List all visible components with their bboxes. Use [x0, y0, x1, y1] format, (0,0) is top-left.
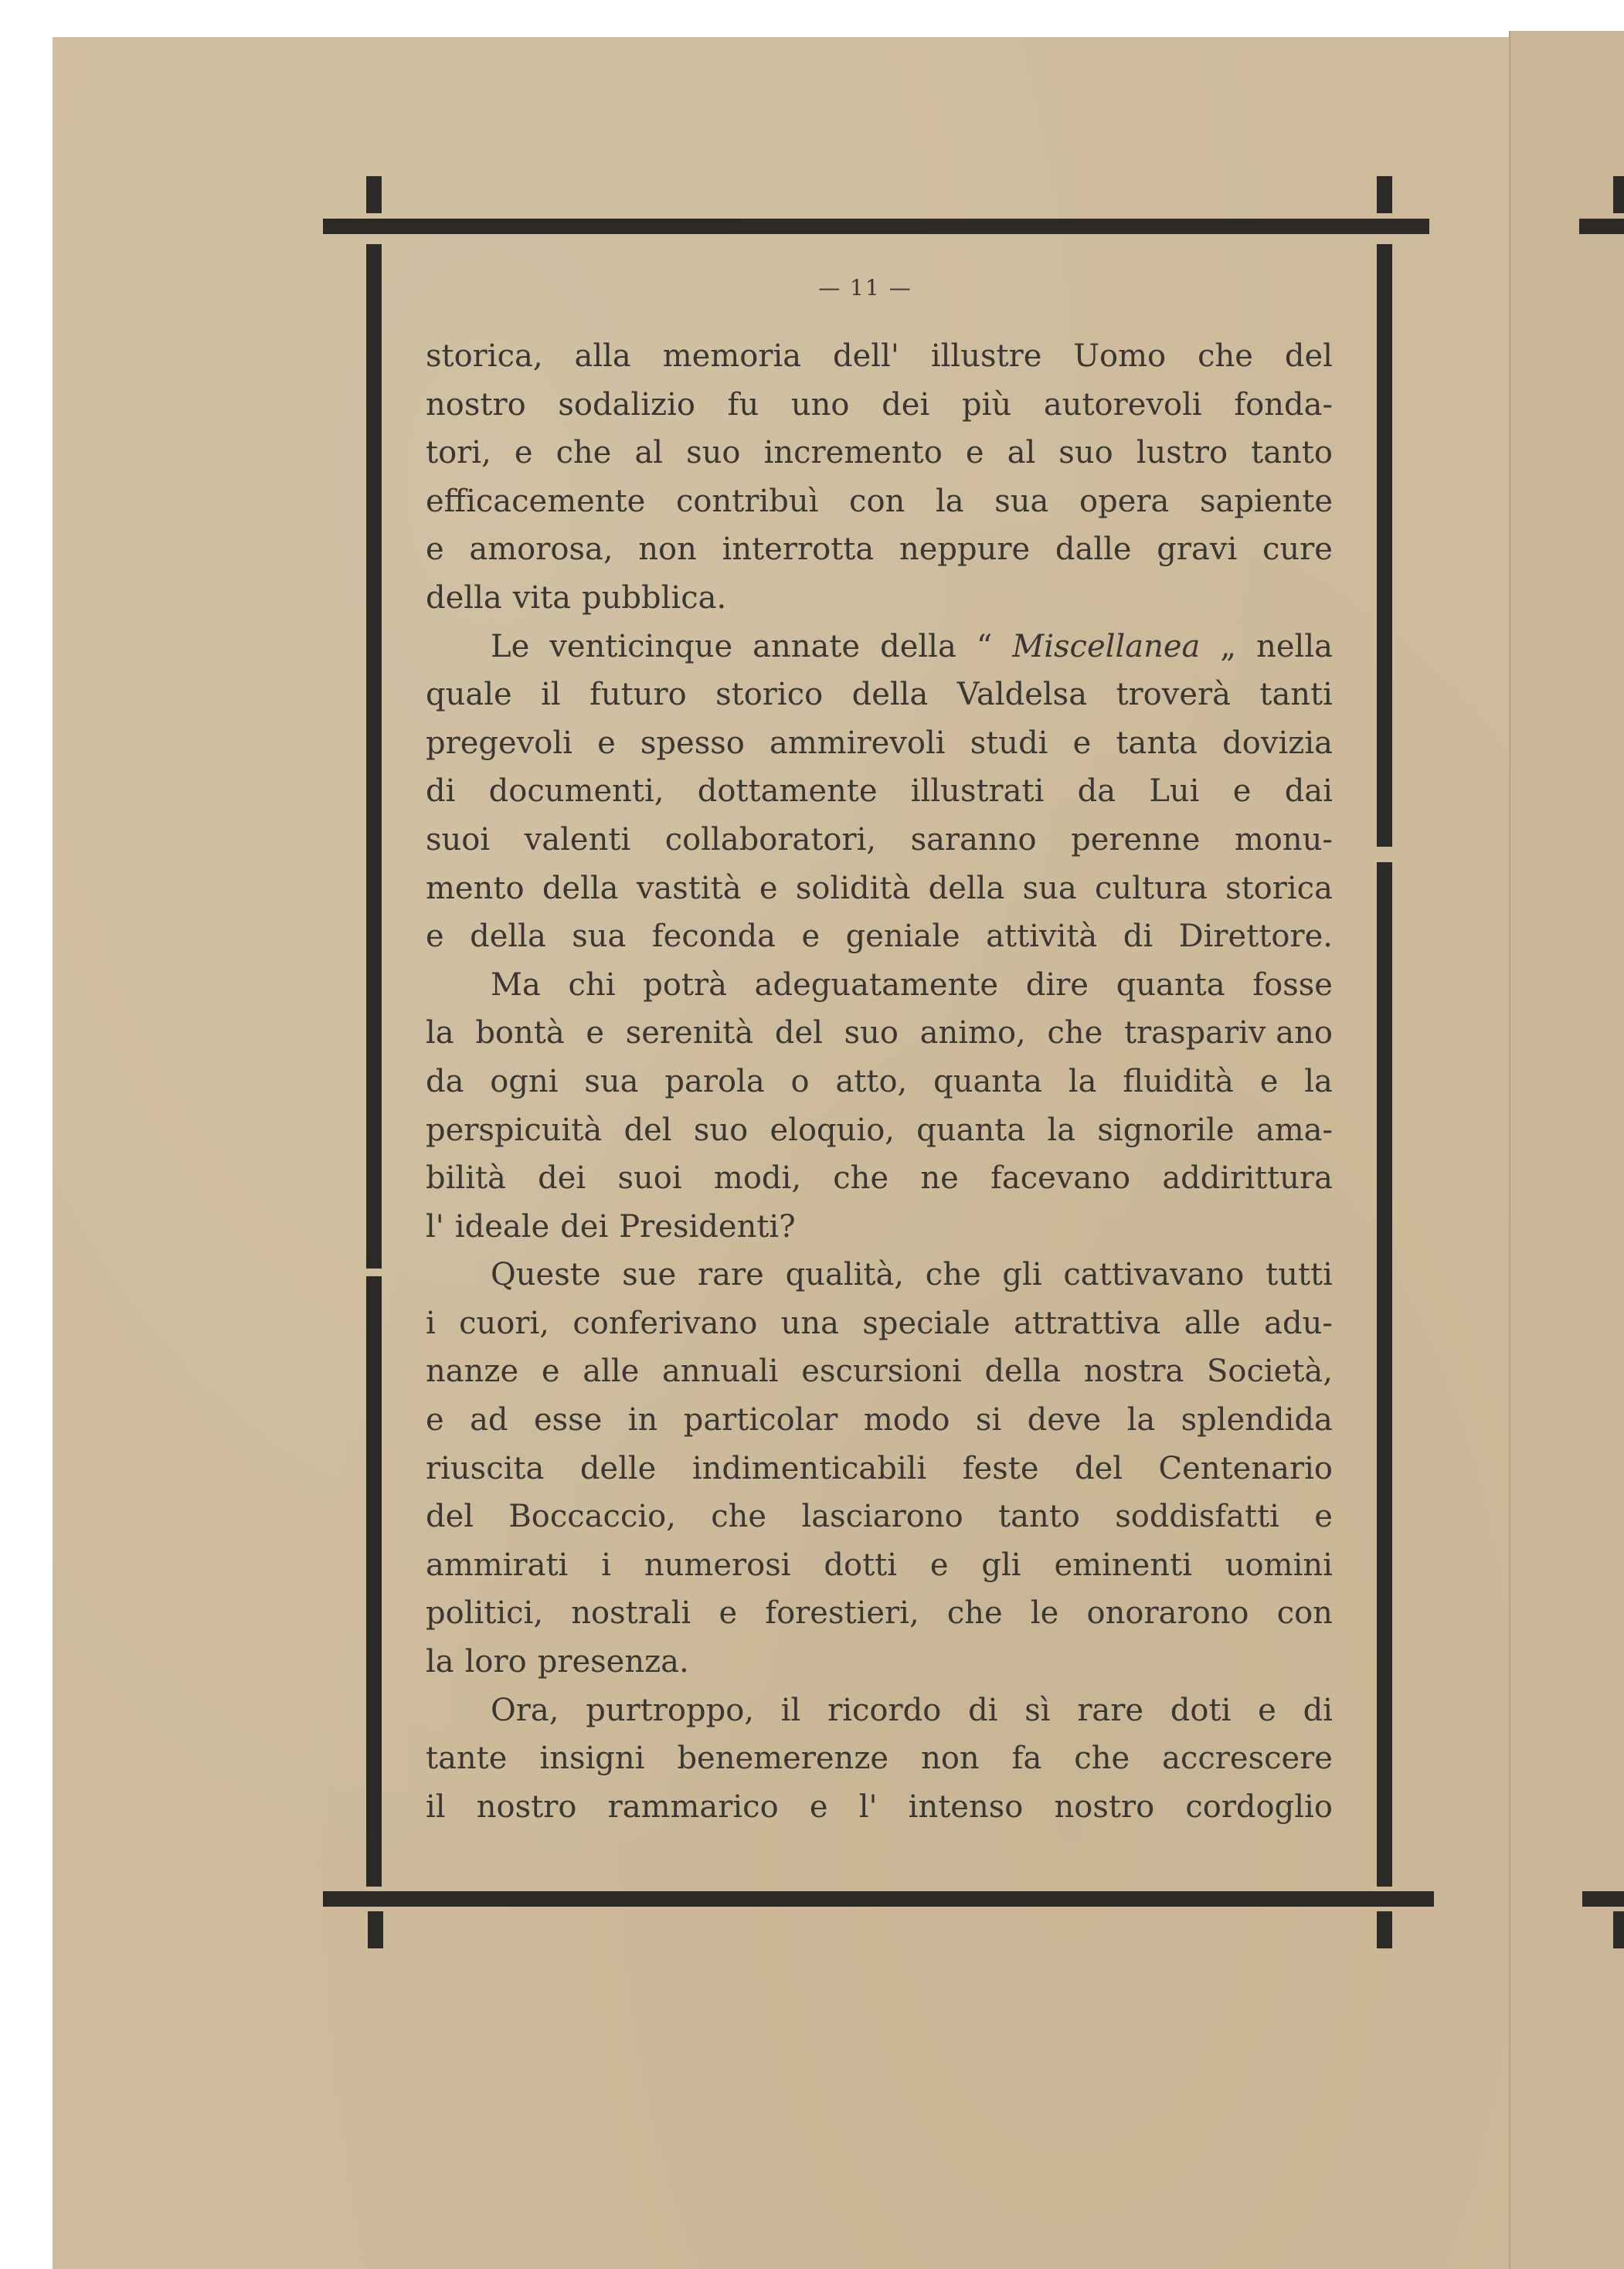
word: sua [584, 1063, 639, 1099]
word: del [1074, 1450, 1123, 1486]
word: che [555, 435, 612, 471]
word: storica [1225, 870, 1333, 906]
word: rare [698, 1257, 764, 1293]
word: si [975, 1402, 1002, 1439]
word: conferivano [572, 1305, 758, 1341]
text-line [426, 1154, 1333, 1203]
border-right-bar [1377, 244, 1392, 847]
word: nostro [1054, 1788, 1155, 1825]
word: “ [976, 628, 993, 664]
word: e [1258, 1692, 1276, 1728]
word: illustrati [910, 773, 1045, 810]
text-line [426, 1106, 1333, 1155]
word: doti [1170, 1692, 1232, 1728]
word: parola [664, 1063, 765, 1099]
word: e [426, 1402, 444, 1439]
border-top-bar [323, 219, 1429, 234]
word: della [426, 579, 502, 616]
word: valenti [524, 821, 631, 858]
word: Queste [491, 1257, 601, 1293]
word: pubblica. [582, 579, 727, 616]
word: sì [1024, 1692, 1051, 1728]
text-line [426, 332, 1333, 381]
word: modi, [713, 1160, 802, 1197]
word: o [790, 1063, 810, 1099]
word: fosse [1252, 966, 1333, 1003]
text-line [426, 864, 1333, 913]
word: che [1047, 1015, 1103, 1051]
page-number: — 11 — [818, 275, 912, 301]
word: illustre [930, 338, 1042, 374]
word: numerosi [644, 1547, 791, 1583]
word: potrà [643, 966, 727, 1003]
word: dotti [824, 1547, 898, 1583]
word: e [426, 532, 444, 568]
word: la [1126, 1402, 1156, 1439]
word: vastità [636, 870, 742, 906]
word: memoria [662, 338, 802, 374]
word: dei [560, 1208, 609, 1245]
text-line [426, 1009, 1333, 1058]
word: e [809, 1788, 828, 1825]
word: tanti [1259, 677, 1333, 713]
word: la [426, 1015, 454, 1051]
text-line [426, 767, 1333, 816]
word: fonda- [1234, 386, 1333, 423]
word: del [623, 1112, 672, 1148]
word: solidità [795, 870, 911, 906]
word: perenne [1071, 821, 1201, 858]
word: uno [790, 386, 850, 423]
word: esse [533, 1402, 603, 1439]
word: troverà [1116, 677, 1231, 713]
word: Ora, [491, 1692, 559, 1728]
word: loro [464, 1644, 527, 1680]
word: suoi [426, 821, 491, 858]
word: insigni [539, 1741, 645, 1777]
text-line [426, 1493, 1333, 1541]
word: splendida [1181, 1402, 1333, 1439]
word: di [1303, 1692, 1333, 1728]
text-line [426, 961, 1333, 1010]
word: dalle [1055, 532, 1132, 568]
word: fluidità [1123, 1063, 1234, 1099]
text-line [426, 1541, 1333, 1590]
word: della [928, 870, 1005, 906]
word: del [426, 1499, 474, 1535]
word: il [541, 677, 561, 713]
word: Centenario [1158, 1450, 1333, 1486]
word: rare [1077, 1692, 1144, 1728]
word: lasciarono [801, 1499, 963, 1535]
word: che [925, 1257, 981, 1293]
word: contribuì [675, 483, 819, 519]
word: qualità, [785, 1257, 905, 1293]
word: modo [863, 1402, 950, 1439]
word: e [1314, 1499, 1333, 1535]
word: l' [426, 1208, 444, 1245]
word: gli [981, 1547, 1021, 1583]
word: la [1304, 1063, 1333, 1099]
word: delle [579, 1450, 657, 1486]
word: rammarico [607, 1788, 779, 1825]
word: annate [753, 628, 861, 664]
word: l' [858, 1788, 878, 1825]
word: deve [1027, 1402, 1102, 1439]
word: ammirevoli [770, 725, 946, 761]
word: chi [568, 966, 616, 1003]
word: sapiente [1200, 483, 1333, 519]
word: il [426, 1788, 446, 1825]
word: della [851, 677, 929, 713]
word: opera [1079, 483, 1170, 519]
word: neppure [899, 532, 1031, 568]
word: di [1123, 919, 1153, 955]
word: cure [1262, 532, 1333, 568]
text-line [426, 429, 1333, 477]
word: bontà [475, 1015, 565, 1051]
word: feconda [651, 919, 776, 955]
word: suoi [617, 1160, 682, 1197]
word: venticinque [549, 628, 733, 664]
word: futuro [589, 677, 687, 713]
word: cattivavano [1063, 1257, 1245, 1293]
word: spesso [640, 725, 745, 761]
word: adeguatamente [754, 966, 999, 1003]
word: purtroppo, [586, 1692, 755, 1728]
word: Direttore. [1178, 919, 1333, 955]
word: la [1047, 1112, 1076, 1148]
word: attività [986, 919, 1098, 955]
word: quanta [933, 1063, 1042, 1099]
word: il [780, 1692, 801, 1728]
word: documenti, [488, 773, 664, 810]
word: in [627, 1402, 658, 1439]
word: politici, [426, 1595, 544, 1632]
word: perspicuità [426, 1112, 603, 1148]
word: Boccaccio, [508, 1499, 676, 1535]
word: sua [994, 483, 1049, 519]
text-line [426, 719, 1333, 768]
text-line [426, 1347, 1333, 1396]
text-line [426, 1638, 1333, 1686]
word: geniale [845, 919, 960, 955]
word: signorile [1097, 1112, 1235, 1148]
word: Ma [491, 966, 541, 1003]
text-line [426, 1251, 1333, 1299]
word: che [711, 1499, 767, 1535]
border-left-bar-lower [366, 1276, 382, 1887]
word: cuori, [459, 1305, 550, 1341]
next-page-border-tick-bottom [1613, 1911, 1624, 1948]
word: della [880, 628, 956, 664]
word: da [426, 1063, 464, 1099]
border-right-bar-lower [1377, 862, 1392, 1887]
word: addirittura [1162, 1160, 1333, 1197]
word: tanta [1116, 725, 1198, 761]
word: con [849, 483, 905, 519]
word: Società, [1207, 1354, 1333, 1390]
word: e [965, 435, 984, 471]
word: suo [693, 1112, 749, 1148]
word: ama- [1255, 1112, 1333, 1148]
word: particolar [683, 1402, 838, 1439]
word: ogni [490, 1063, 559, 1099]
next-page-border-tick [1613, 176, 1624, 213]
word: e [426, 919, 444, 955]
text-line [426, 1734, 1333, 1783]
word: che [946, 1595, 1003, 1632]
word: riuscita [426, 1450, 545, 1486]
text-line [426, 1058, 1333, 1106]
border-corner-tick-br [1377, 1911, 1392, 1948]
word: eloquio, [770, 1112, 895, 1148]
border-left-bar [366, 244, 382, 1269]
word: del [774, 1015, 823, 1051]
word: annuali [662, 1354, 779, 1390]
word: studi [970, 725, 1048, 761]
word: storica, [426, 338, 543, 374]
word: della [470, 919, 546, 955]
word: dei [538, 1160, 586, 1197]
word: non [921, 1741, 980, 1777]
text-line [426, 381, 1333, 430]
word: indimenticabili [691, 1450, 927, 1486]
text-line [426, 1396, 1333, 1445]
text-line [426, 1686, 1333, 1735]
word: che [1074, 1741, 1130, 1777]
word: che [833, 1160, 889, 1197]
border-corner-tick-tr [1377, 176, 1392, 213]
word: dai [1284, 773, 1333, 810]
word: sodalizio [558, 386, 695, 423]
word: ne [920, 1160, 959, 1197]
border-corner-tick-tl [366, 176, 382, 213]
word: presenza. [537, 1644, 689, 1680]
word: ideale [454, 1208, 550, 1245]
text-line [426, 671, 1333, 719]
word: „ [1220, 628, 1237, 664]
word: Valdelsa [956, 677, 1088, 713]
text-line [426, 1445, 1333, 1493]
word: Miscellanea [1012, 628, 1201, 664]
body-text [426, 332, 1333, 1831]
word: e [1232, 773, 1252, 810]
text-line [426, 525, 1333, 574]
next-page-border-top [1579, 219, 1624, 234]
word: Lui [1149, 773, 1200, 810]
word: i [426, 1305, 436, 1341]
word: traspariv ano [1123, 1015, 1333, 1051]
word: la [1068, 1063, 1097, 1099]
word: nostra [1083, 1354, 1184, 1390]
text-line [426, 574, 1333, 623]
word: nella [1256, 628, 1333, 664]
word: atto, [835, 1063, 908, 1099]
word: al [1007, 435, 1036, 471]
adjacent-page-edge [1509, 31, 1624, 2269]
text-line [426, 912, 1333, 961]
word: adu- [1264, 1305, 1333, 1341]
text-line [426, 477, 1333, 526]
word: speciale [862, 1305, 990, 1341]
word: autorevoli [1043, 386, 1202, 423]
next-page-border-bottom [1582, 1891, 1624, 1907]
word: e [1259, 1063, 1279, 1099]
word: tanto [998, 1499, 1080, 1535]
text-line [426, 1589, 1333, 1638]
word: da [1077, 773, 1116, 810]
word: efficacemente [426, 483, 646, 519]
word: e [929, 1547, 949, 1583]
word: dottamente [697, 773, 878, 810]
word: soddisfatti [1115, 1499, 1279, 1535]
word: amorosa, [469, 532, 613, 568]
text-line [426, 1783, 1333, 1832]
word: suo [1058, 435, 1113, 471]
word: benemerenze [677, 1741, 889, 1777]
word: onorarono [1086, 1595, 1249, 1632]
word: uomini [1225, 1547, 1333, 1583]
word: le [1030, 1595, 1059, 1632]
word: fu [727, 386, 759, 423]
word: accrescere [1162, 1741, 1333, 1777]
word: nostrali [571, 1595, 691, 1632]
word: escursioni [801, 1354, 962, 1390]
word: alle [583, 1354, 640, 1390]
word: eminenti [1054, 1547, 1192, 1583]
word: cultura [1095, 870, 1208, 906]
word: alla [574, 338, 631, 374]
border-corner-tick-bl [368, 1911, 383, 1948]
word: e [597, 725, 616, 761]
word: la [935, 483, 964, 519]
word: fa [1011, 1741, 1042, 1777]
word: sua [1022, 870, 1077, 906]
word: e [759, 870, 778, 906]
word: intenso [908, 1788, 1024, 1825]
word: che [1198, 338, 1253, 374]
word: forestieri, [765, 1595, 919, 1632]
word: e [1072, 725, 1092, 761]
word: dei [882, 386, 930, 423]
word: interrotta [722, 532, 875, 568]
word: ad [470, 1402, 508, 1439]
word: nanze [426, 1354, 519, 1390]
word: una [780, 1305, 840, 1341]
word: mento [426, 870, 525, 906]
word: e [719, 1595, 738, 1632]
word: Presidenti? [619, 1208, 796, 1245]
word: lustro [1136, 435, 1228, 471]
word: del [1284, 338, 1333, 374]
text-line [426, 1299, 1333, 1348]
word: tori, [426, 435, 491, 471]
word: saranno [910, 821, 1037, 858]
word: storico [715, 677, 824, 713]
word: più [961, 386, 1012, 423]
word: suo [844, 1015, 899, 1051]
word: quale [426, 677, 512, 713]
word: e [586, 1015, 605, 1051]
word: e [541, 1354, 560, 1390]
word: Le [491, 628, 530, 664]
word: i [601, 1547, 611, 1583]
word: tanto [1251, 435, 1333, 471]
word: dell' [833, 338, 899, 374]
word: serenità [625, 1015, 754, 1051]
word: animo, [919, 1015, 1026, 1051]
word: quanta [1116, 966, 1225, 1003]
word: dire [1025, 966, 1089, 1003]
word: tante [426, 1741, 508, 1777]
word: di [426, 773, 456, 810]
word: della [984, 1354, 1062, 1390]
word: ricordo [827, 1692, 942, 1728]
word: alle [1184, 1305, 1241, 1341]
text-line [426, 1203, 1333, 1252]
word: con [1276, 1595, 1333, 1632]
word: la [426, 1644, 454, 1680]
word: attrattiva [1014, 1305, 1161, 1341]
word: di [968, 1692, 998, 1728]
word: gli [1002, 1257, 1042, 1293]
word: dovizia [1222, 725, 1333, 761]
word: collaboratori, [664, 821, 877, 858]
word: monu- [1234, 821, 1333, 858]
word: ammirati [426, 1547, 569, 1583]
word: nostro [426, 386, 526, 423]
word: gravi [1157, 532, 1238, 568]
word: tutti [1266, 1257, 1333, 1293]
word: sue [622, 1257, 677, 1293]
word: e [514, 435, 533, 471]
word: Uomo [1073, 338, 1167, 374]
word: non [638, 532, 697, 568]
word: quanta [916, 1112, 1026, 1148]
word: sua [572, 919, 627, 955]
text-line [426, 623, 1333, 671]
word: incremento [763, 435, 943, 471]
word: facevano [990, 1160, 1131, 1197]
word: pregevoli [426, 725, 572, 761]
word: e [801, 919, 820, 955]
word: nostro [476, 1788, 577, 1825]
border-bottom-bar [323, 1891, 1434, 1907]
word: vita [512, 579, 572, 616]
text-line [426, 816, 1333, 864]
word: della [542, 870, 619, 906]
word: al [634, 435, 664, 471]
word: bilità [426, 1160, 506, 1197]
word: feste [962, 1450, 1039, 1486]
word: suo [686, 435, 741, 471]
word: cordoglio [1185, 1788, 1333, 1825]
